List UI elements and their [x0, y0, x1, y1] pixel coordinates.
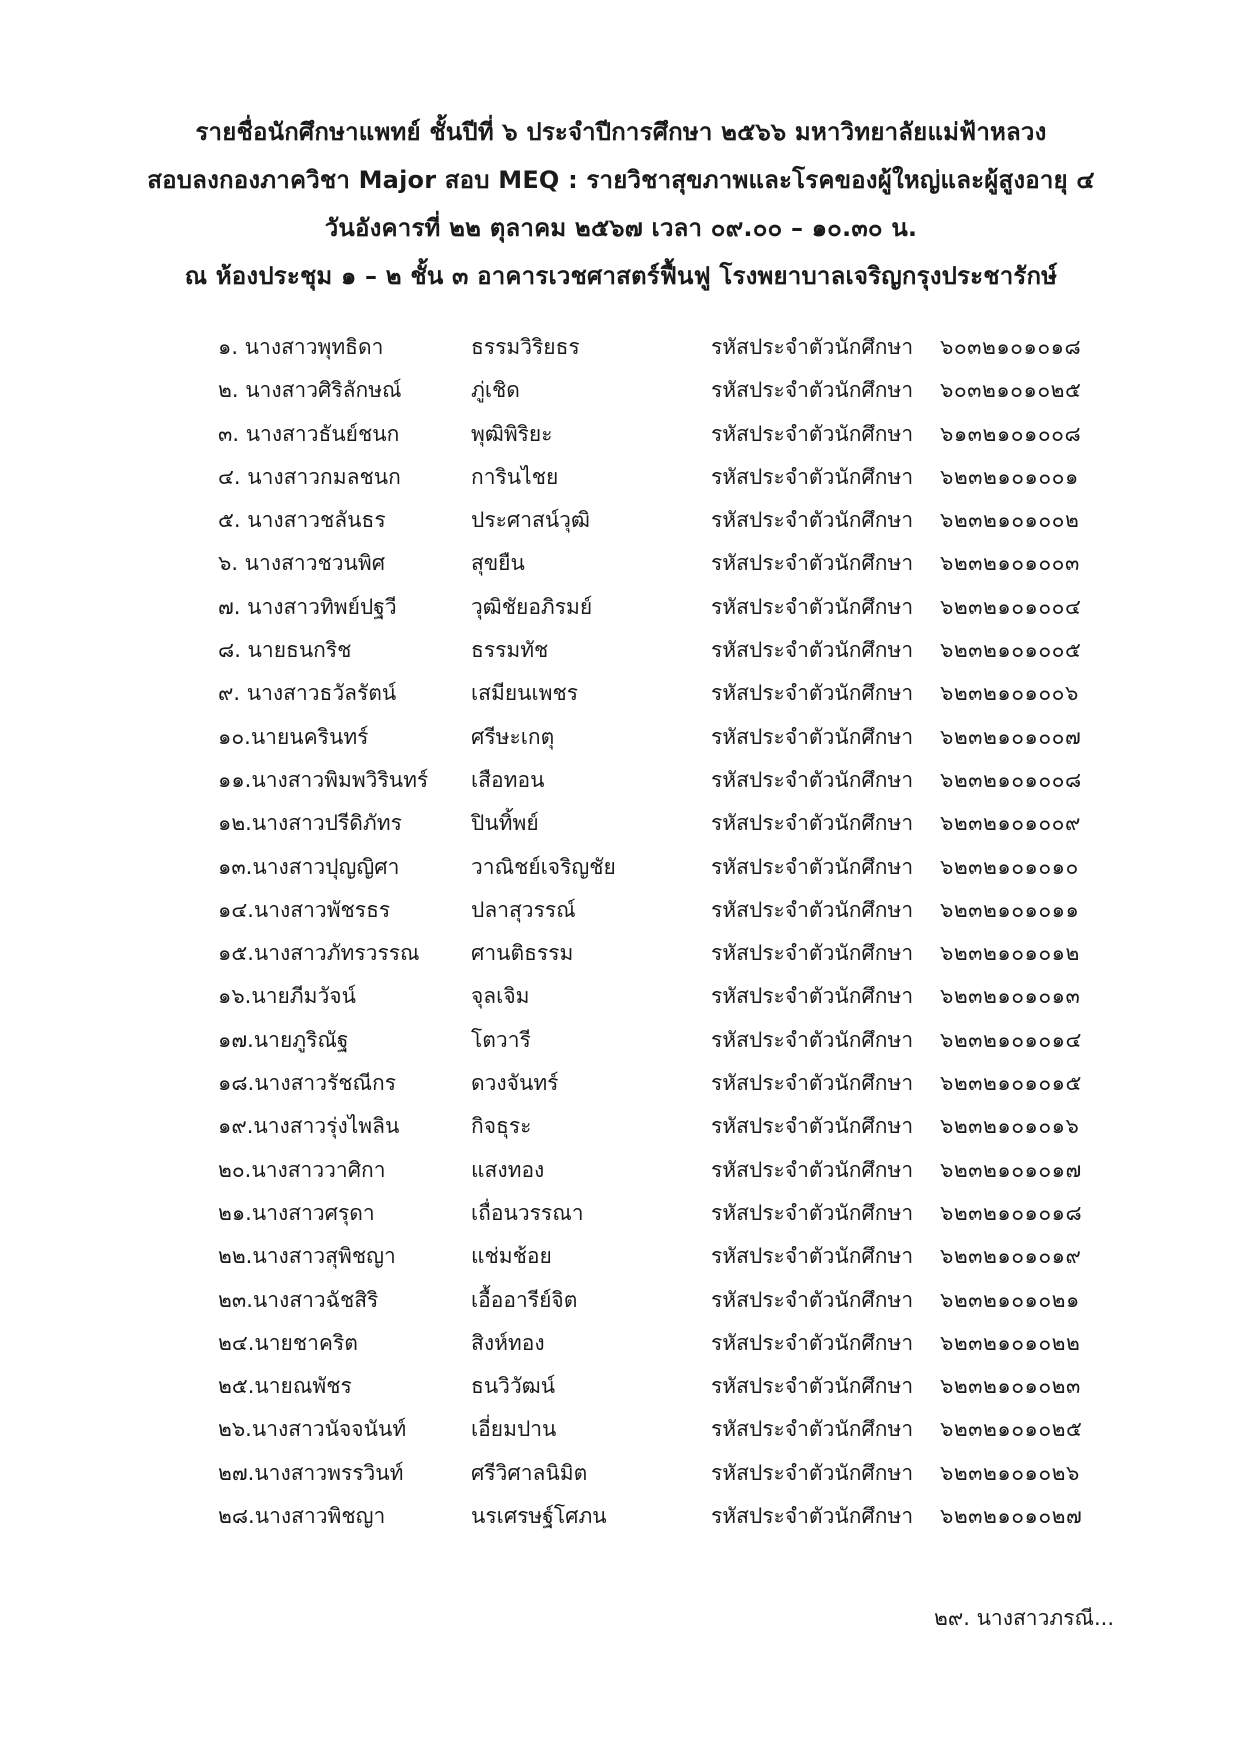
student-row: [218, 1495, 1118, 1538]
student-id: ๖๒๓๒๑๐๑๐๑๑: [940, 897, 1080, 922]
student-number-name: ๘. นายธนกริช: [218, 638, 352, 663]
student-id: ๖๒๓๒๑๐๑๐๑๖: [940, 1114, 1080, 1139]
student-number-name: ๒๗.นางสาวพรรวินท์: [218, 1460, 404, 1485]
student-number-name: ๙. นางสาวธวัลรัตน์: [218, 681, 397, 706]
student-row: [218, 672, 1118, 715]
student-id-label: รหัสประจำตัวนักศึกษา: [711, 594, 914, 619]
student-row: [218, 975, 1118, 1018]
student-id-label: รหัสประจำตัวนักศึกษา: [711, 1027, 914, 1052]
student-number-name: ๗. นางสาวทิพย์ปฐวี: [218, 594, 397, 619]
student-surname: ศรีษะเกตุ: [471, 724, 555, 749]
student-surname: จุลเจิม: [471, 984, 530, 1009]
student-surname: วุฒิชัยอภิรมย์: [471, 594, 593, 619]
student-id-label: รหัสประจำตัวนักศึกษา: [711, 897, 914, 922]
student-id-label: รหัสประจำตัวนักศึกษา: [711, 421, 914, 446]
student-id: ๖๒๓๒๑๐๑๐๒๗: [940, 1504, 1083, 1529]
student-id-label: รหัสประจำตัวนักศึกษา: [711, 1244, 914, 1269]
student-number-name: ๑๔.นางสาวพัชรธร: [218, 897, 391, 922]
student-id-label: รหัสประจำตัวนักศึกษา: [711, 551, 914, 576]
student-surname: สุขยืน: [471, 551, 525, 576]
student-number-name: ๒๑.นางสาวศรุดา: [218, 1200, 375, 1225]
header-title-line-2: สอบลงกองภาควิชา Major สอบ MEQ : รายวิชาสุขภาพและโรคของผู้ใหญ่และผู้สูงอายุ ๔: [147, 166, 1095, 194]
student-id-label: รหัสประจำตัวนักศึกษา: [711, 767, 914, 792]
student-id-label: รหัสประจำตัวนักศึกษา: [711, 1157, 914, 1182]
student-row: [218, 326, 1118, 369]
student-id: ๖๒๓๒๑๐๑๐๑๙: [940, 1244, 1082, 1269]
student-id: ๖๒๓๒๑๐๑๐๑๐: [940, 854, 1079, 879]
student-number-name: ๒. นางสาวศิริลักษณ์: [218, 378, 402, 403]
student-row: [218, 1452, 1118, 1495]
student-row: [218, 1235, 1118, 1278]
student-id-label: รหัสประจำตัวนักศึกษา: [711, 941, 914, 966]
student-surname: ธนวิวัฒน์: [471, 1374, 556, 1399]
student-number-name: ๑๑.นางสาวพิมพวิรินทร์: [218, 767, 429, 792]
student-id-label: รหัสประจำตัวนักศึกษา: [711, 1200, 914, 1225]
student-row: [218, 456, 1118, 499]
student-row: [218, 716, 1118, 759]
header-date-line: วันอังคารที่ ๒๒ ตุลาคม ๒๕๖๗ เวลา ๐๙.๐๐ – ๑๐.๓๐ น.: [324, 214, 918, 242]
student-id: ๖๒๓๒๑๐๑๐๐๘: [940, 767, 1082, 792]
student-surname: ศานติธรรม: [471, 941, 574, 966]
student-surname: โตวารี: [471, 1027, 531, 1052]
student-id: ๖๒๓๒๑๐๑๐๑๗: [940, 1157, 1082, 1182]
student-id: ๖๒๓๒๑๐๑๐๒๒: [940, 1330, 1081, 1355]
student-row: [218, 932, 1118, 975]
student-id-label: รหัสประจำตัวนักศึกษา: [711, 724, 914, 749]
student-row: [218, 1279, 1118, 1322]
student-row: [218, 413, 1118, 456]
student-row: [218, 1408, 1118, 1451]
student-id: ๖๒๓๒๑๐๑๐๐๒: [940, 508, 1080, 533]
student-id: ๖๒๓๒๑๐๑๐๑๓: [940, 984, 1081, 1009]
student-row: [218, 499, 1118, 542]
student-surname: การินไชย: [471, 464, 559, 489]
student-row: [218, 1365, 1118, 1408]
student-surname: แช่มช้อย: [471, 1244, 552, 1269]
student-id-label: รหัสประจำตัวนักศึกษา: [711, 984, 914, 1009]
student-id: ๖๑๓๒๑๐๑๐๐๘: [940, 421, 1082, 446]
student-surname: ดวงจันทร์: [471, 1071, 559, 1096]
student-surname: ศรีวิศาลนิมิต: [471, 1460, 588, 1485]
student-row: [218, 802, 1118, 845]
student-row: [218, 1105, 1118, 1148]
header-venue-line: ณ ห้องประชุม ๑ – ๒ ชั้น ๓ อาคารเวชศาสตร์ฟื้นฟู โรงพยาบาลเจริญกรุงประชารักษ์: [184, 262, 1058, 290]
student-number-name: ๑๒.นางสาวปรีดิภัทร: [218, 811, 402, 836]
student-id: ๖๒๓๒๑๐๑๐๒๕: [940, 1417, 1083, 1442]
student-id-label: รหัสประจำตัวนักศึกษา: [711, 1071, 914, 1096]
student-row: [218, 1149, 1118, 1192]
header-title-line-1: รายชื่อนักศึกษาแพทย์ ชั้นปีที่ ๖ ประจำปีการศึกษา ๒๕๖๖ มหาวิทยาลัยแม่ฟ้าหลวง: [195, 118, 1047, 146]
student-id: ๖๒๓๒๑๐๑๐๑๒: [940, 941, 1080, 966]
continuation-note: ๒๙. นางสาวภรณี...: [934, 1606, 1115, 1630]
student-id-label: รหัสประจำตัวนักศึกษา: [711, 854, 914, 879]
student-id: ๖๒๓๒๑๐๑๐๒๓: [940, 1374, 1081, 1399]
document-header: [0, 108, 1242, 300]
student-row: [218, 1062, 1118, 1105]
student-row: [218, 629, 1118, 672]
student-id-label: รหัสประจำตัวนักศึกษา: [711, 1504, 914, 1529]
student-row: [218, 369, 1118, 412]
student-id: ๖๒๓๒๑๐๑๐๐๗: [940, 724, 1082, 749]
student-number-name: ๖. นางสาวชวนพิศ: [218, 551, 386, 576]
student-number-name: ๒๘.นางสาวพิชญา: [218, 1504, 386, 1529]
student-id-label: รหัสประจำตัวนักศึกษา: [711, 1287, 914, 1312]
student-number-name: ๑๙.นางสาวรุ่งไพลิน: [218, 1114, 400, 1139]
student-row: [218, 889, 1118, 932]
student-id: ๖๒๓๒๑๐๑๐๐๔: [940, 594, 1082, 619]
student-surname: ภู่เชิด: [471, 378, 520, 403]
student-surname: ธรรมวิริยธร: [471, 335, 580, 359]
student-id: ๖๒๓๒๑๐๑๐๑๕: [940, 1071, 1082, 1096]
student-id-label: รหัสประจำตัวนักศึกษา: [711, 508, 914, 533]
student-row: [218, 846, 1118, 889]
student-surname: กิจธุระ: [471, 1114, 532, 1139]
student-id: ๖๒๓๒๑๐๑๐๐๖: [940, 681, 1079, 706]
student-id: ๖๒๓๒๑๐๑๐๐๕: [940, 638, 1082, 663]
student-row: [218, 1192, 1118, 1235]
student-id-label: รหัสประจำตัวนักศึกษา: [711, 464, 914, 489]
student-id: ๖๒๓๒๑๐๑๐๐๑: [940, 464, 1079, 489]
student-surname: เสือทอน: [471, 767, 545, 792]
student-surname: ปินทิ้พย์: [471, 811, 539, 836]
student-number-name: ๔. นางสาวกมลชนก: [218, 464, 401, 489]
student-row: [218, 1322, 1118, 1365]
student-id: ๖๒๓๒๑๐๑๐๐๓: [940, 551, 1080, 576]
student-surname: เอี่ยมปาน: [471, 1417, 557, 1442]
student-number-name: ๑๘.นางสาวรัชณีกร: [218, 1071, 397, 1096]
student-number-name: ๓. นางสาวธันย์ชนก: [218, 421, 400, 446]
student-surname: แสงทอง: [471, 1157, 545, 1182]
student-surname: สิงห์ทอง: [471, 1330, 545, 1355]
student-number-name: ๑๐.นายนครินทร์: [218, 724, 369, 749]
student-surname: ธรรมทัช: [471, 638, 549, 663]
student-id-label: รหัสประจำตัวนักศึกษา: [711, 638, 914, 663]
student-number-name: ๕. นางสาวชลันธร: [218, 508, 386, 533]
student-surname: ประศาสน์วุฒิ: [471, 508, 590, 533]
student-number-name: ๒๔.นายชาคริต: [218, 1330, 358, 1355]
student-id-label: รหัสประจำตัวนักศึกษา: [711, 811, 914, 836]
student-id-label: รหัสประจำตัวนักศึกษา: [711, 1417, 914, 1442]
student-id-label: รหัสประจำตัวนักศึกษา: [711, 378, 914, 403]
student-surname: เถื่อนวรรณา: [471, 1200, 584, 1225]
student-row: [218, 542, 1118, 585]
student-id: ๖๐๓๒๑๐๑๐๑๘: [940, 335, 1082, 359]
student-number-name: ๒๒.นางสาวสุพิชญา: [218, 1244, 396, 1269]
student-surname: วาณิชย์เจริญชัย: [471, 854, 616, 879]
student-id: ๖๒๓๒๑๐๑๐๒๑: [940, 1287, 1080, 1312]
student-number-name: ๑๕.นางสาวภัทรวรรณ: [218, 941, 420, 966]
student-surname: ปลาสุวรรณ์: [471, 897, 576, 922]
student-id: ๖๒๓๒๑๐๑๐๒๖: [940, 1460, 1080, 1485]
student-number-name: ๒๐.นางสาววาศิกา: [218, 1157, 386, 1182]
student-id-label: รหัสประจำตัวนักศึกษา: [711, 1330, 914, 1355]
student-row: [218, 759, 1118, 802]
student-surname: เอื้ออารีย์จิต: [471, 1287, 578, 1312]
student-id-label: รหัสประจำตัวนักศึกษา: [711, 1374, 914, 1399]
student-row: [218, 1019, 1118, 1062]
student-number-name: ๒๓.นางสาวฉัชสิริ: [218, 1287, 379, 1312]
student-id-label: รหัสประจำตัวนักศึกษา: [711, 1114, 914, 1139]
student-row: [218, 586, 1118, 629]
student-id-label: รหัสประจำตัวนักศึกษา: [711, 335, 914, 359]
student-surname: เสมียนเพชร: [471, 681, 579, 706]
student-roster: [218, 326, 1118, 1538]
student-number-name: ๑๓.นางสาวปุญญิศา: [218, 854, 400, 879]
student-number-name: ๒๕.นายณพัชร: [218, 1374, 352, 1399]
student-surname: นรเศรษฐ์โศภน: [471, 1504, 607, 1529]
student-id: ๖๒๓๒๑๐๑๐๑๘: [940, 1200, 1083, 1225]
student-id: ๖๐๓๒๑๐๑๐๒๕: [940, 378, 1082, 403]
student-surname: พุฒิพิริยะ: [471, 421, 553, 446]
student-number-name: ๑๖.นายภีมวัจน์: [218, 984, 356, 1009]
student-number-name: ๑๗.นายภูริณัฐ: [218, 1027, 349, 1052]
student-id-label: รหัสประจำตัวนักศึกษา: [711, 1460, 914, 1485]
student-id: ๖๒๓๒๑๐๑๐๑๔: [940, 1027, 1082, 1052]
student-number-name: ๑. นางสาวพุทธิดา: [218, 335, 384, 359]
student-id: ๖๒๓๒๑๐๑๐๐๙: [940, 811, 1081, 836]
student-number-name: ๒๖.นางสาวนัจจนันท์: [218, 1417, 407, 1442]
student-id-label: รหัสประจำตัวนักศึกษา: [711, 681, 914, 706]
